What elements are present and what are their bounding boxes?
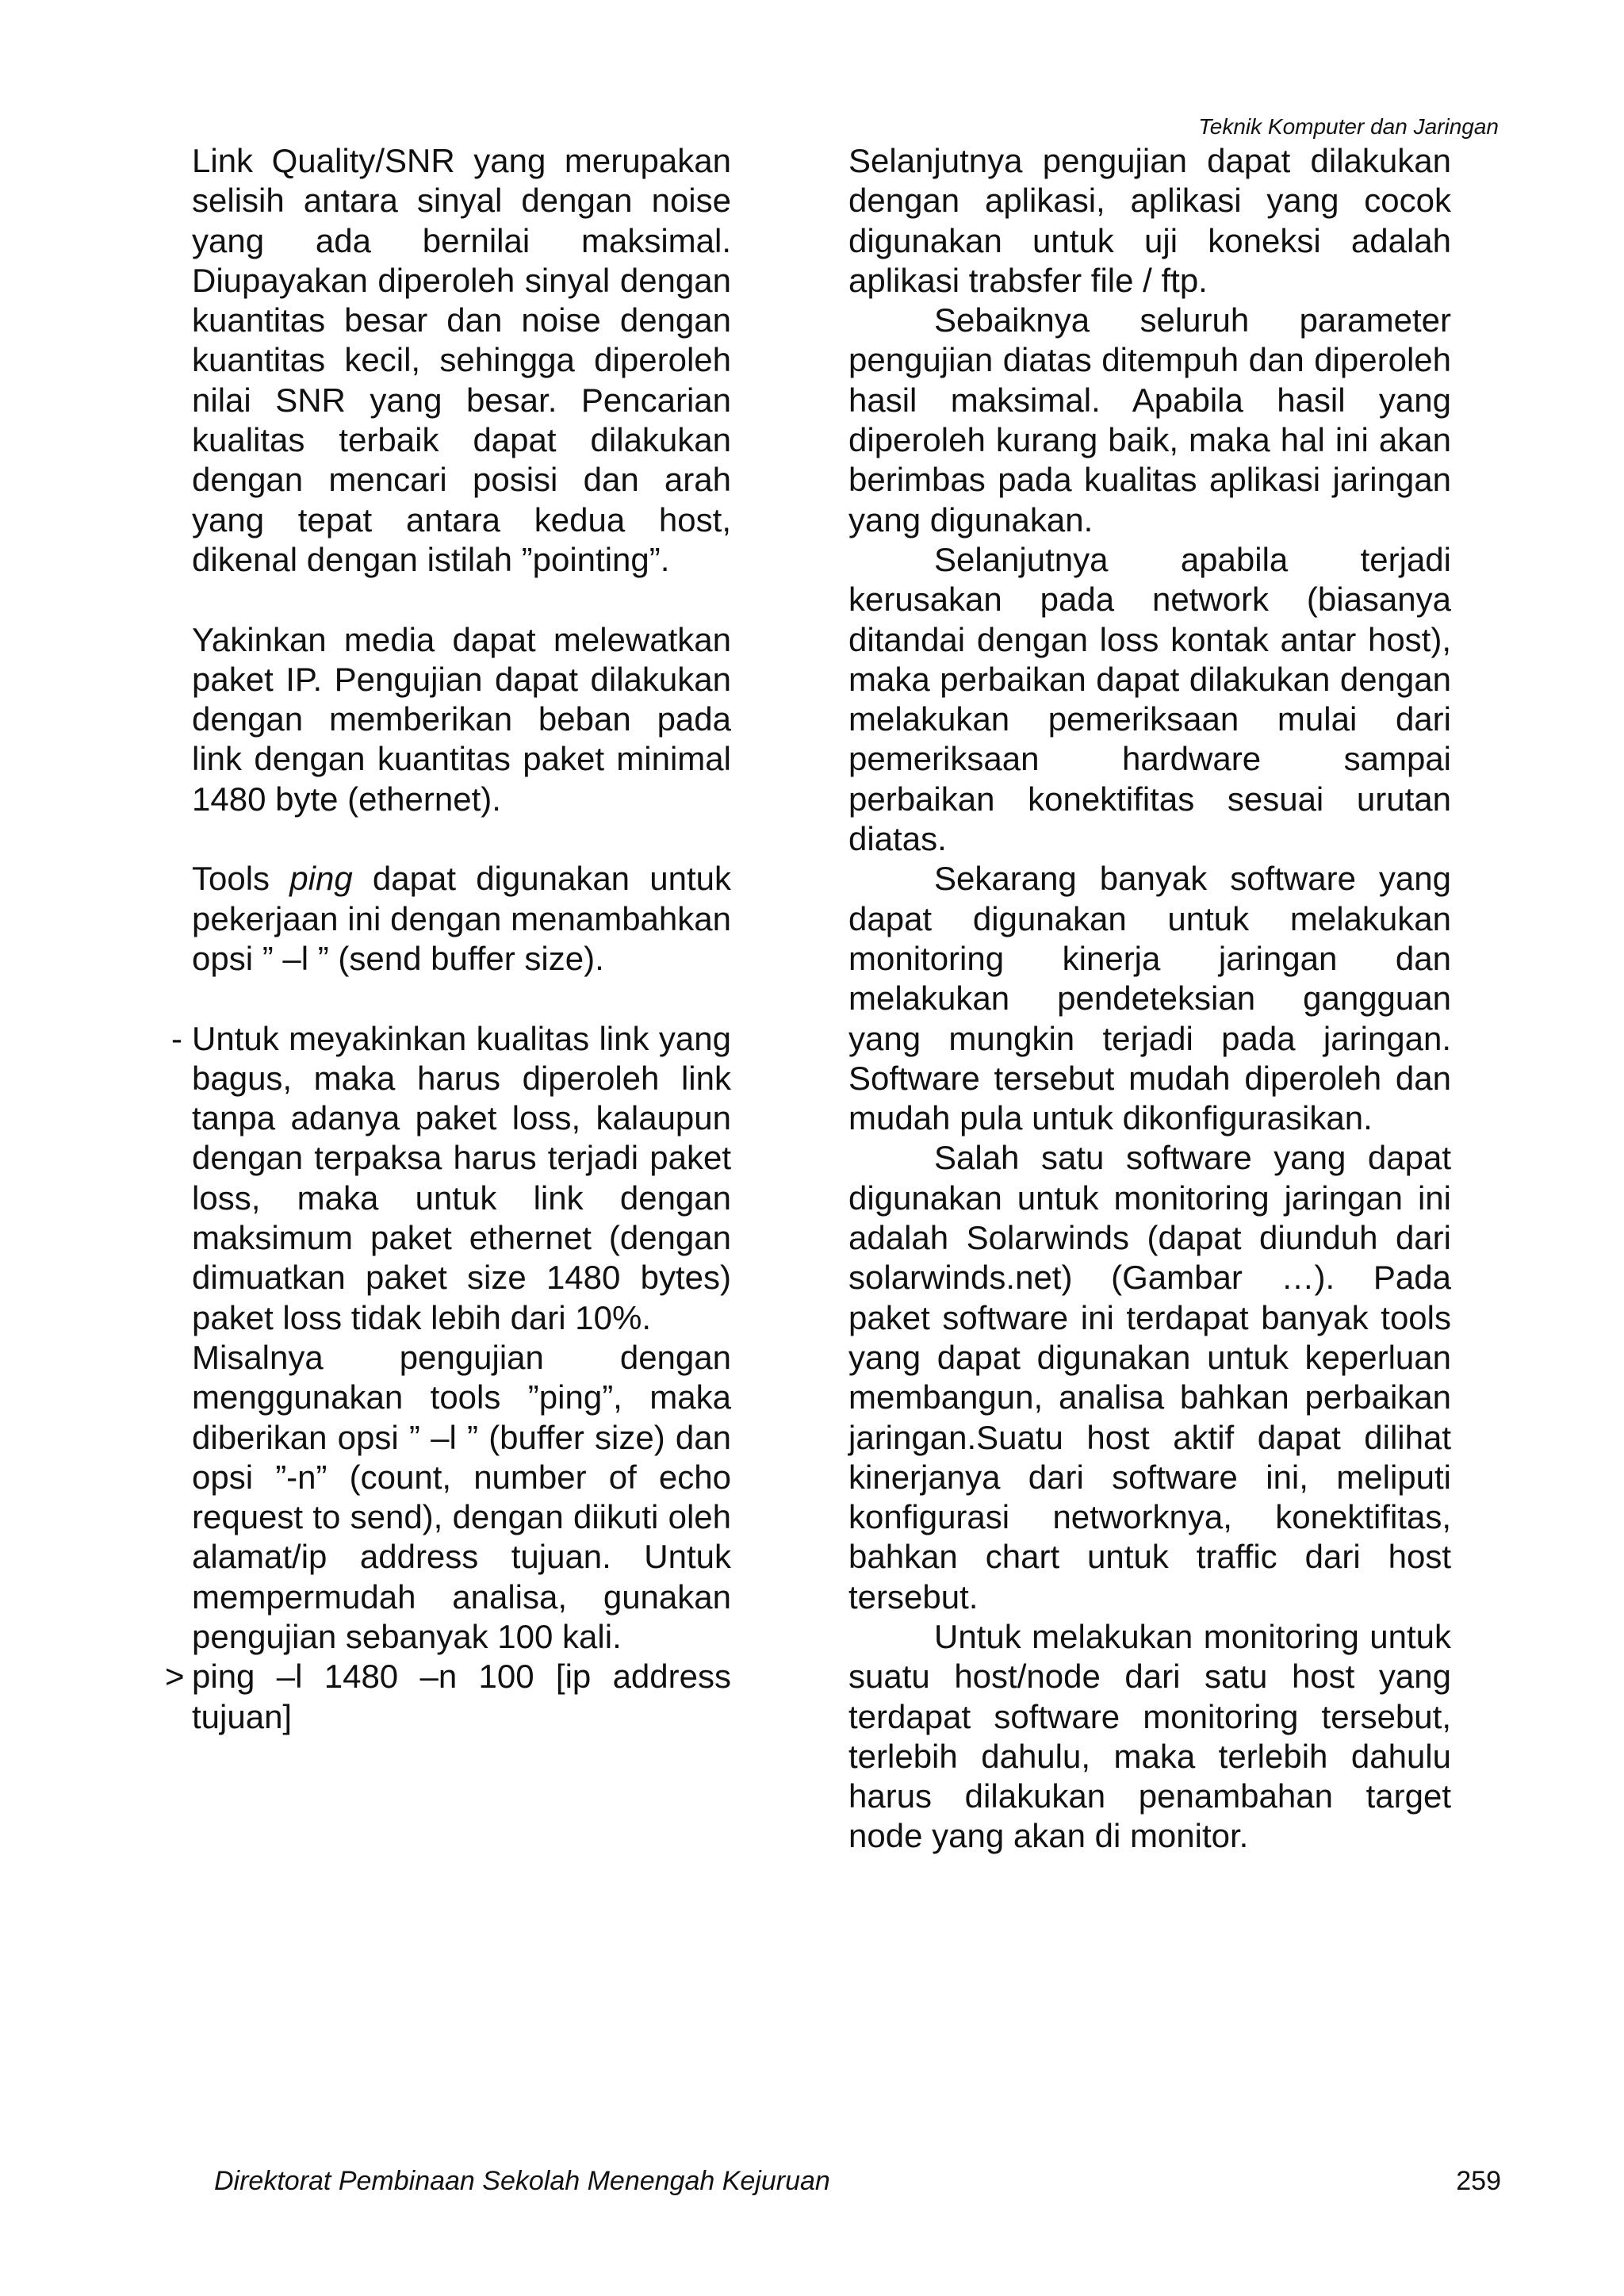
paragraph-monitoring-software: Sekarang banyak software yang dapat digunakan untuk melakukan monitoring kinerja jaringan dan melakukan pendeteksian gangguan yang mungkin terjadi pada jaringan. Software tersebut mudah diperoleh dan mudah pula untuk dikonfigurasikan.: [848, 860, 1451, 1137]
left-column: [165, 141, 731, 1737]
list-marker-dash: -: [171, 1019, 182, 1057]
ping-command-text: ping –l 1480 –n 100 [ip address tujuan]: [192, 1658, 731, 1735]
paragraph-repair: Selanjutnya apabila terjadi kerusakan pada network (biasanya ditandai dengan loss kontak antar host), maka perbaikan dapat dilakukan dengan melakukan pemeriksaan mulai dari pemeriksaan hardware sampai perbaikan konektifitas sesuai urutan diatas.: [848, 540, 1451, 858]
list-marker-prompt: >: [165, 1658, 185, 1696]
list-item-text-example: Misalnya pengujian dengan menggunakan tools ”ping”, maka diberikan opsi ” –l ” (buffer size) dan opsi ”-n” (count, number of echo request to send), dengan diikuti oleh alamat/ip address tujuan. Untuk mempermudah analisa, gunakan pengujian sebanyak 100 kali.: [192, 1338, 731, 1655]
right-column: [848, 141, 1451, 1857]
paragraph-solarwinds: Salah satu software yang dapat digunakan untuk monitoring jaringan ini adalah Solarwinds (dapat diunduh dari solarwinds.net) (Gambar …). Pada paket software ini terdapat banyak tools yang dapat digunakan untuk keperluan membangun, analisa bahkan perbaikan jaringan.Suatu host aktif dapat dilihat kinerjanya dari software ini, meliputi konfigurasi networknya, konektifitas, bahkan chart untuk traffic dari host tersebut.: [848, 1139, 1451, 1616]
paragraph-parameters: Sebaiknya seluruh parameter pengujian diatas ditempuh dan diperoleh hasil maksimal. Apabila hasil yang diperoleh kurang baik, maka hal ini akan berimbas pada kualitas aplikasi jaringan yang digunakan.: [848, 301, 1451, 539]
list-item-text-quality: Untuk meyakinkan kualitas link yang bagus, maka harus diperoleh link tanpa adanya paket loss, kalaupun dengan terpaksa harus terjadi paket loss, maka untuk link dengan maksimum paket ethernet (dengan dimuatkan paket size 1480 bytes) paket loss tidak lebih dari 10%.: [192, 1019, 731, 1336]
ping-rest-text: dapat digunakan untuk pekerjaan ini dengan menambahkan opsi ” –l ” (send buffer size).: [192, 860, 731, 977]
page-number: 259: [1456, 2166, 1501, 2196]
paragraph-ping-tool: [192, 859, 731, 979]
list-item-link-quality: [171, 1019, 731, 1658]
paragraph-snr: Link Quality/SNR yang merupakan selisih antara sinyal dengan noise yang ada bernilai maksimal. Diupayakan diperoleh sinyal dengan kuantitas besar dan noise dengan kuantitas kecil, sehingga diperoleh nilai SNR yang besar. Pencarian kualitas terbaik dapat dilakukan dengan mencari posisi dan arah yang tepat antara kedua host, dikenal dengan istilah ”pointing”.: [192, 142, 731, 578]
running-header: Teknik Komputer dan Jaringan: [1198, 114, 1499, 139]
ping-intro-text: Tools: [192, 860, 290, 898]
procedure-list: [165, 1019, 731, 1737]
list-item-ping-command: [165, 1657, 731, 1737]
paragraph-target-node: Untuk melakukan monitoring untuk suatu host/node dari satu host yang terdapat software monitoring tersebut, terlebih dahulu, maka terlebih dahulu harus dilakukan penambahan target node yang akan di monitor.: [848, 1617, 1451, 1855]
footer-publisher: Direktorat Pembinaan Sekolah Menengah Kejuruan: [214, 2166, 830, 2196]
paragraph-ip-test: Yakinkan media dapat melewatkan paket IP. Pengujian dapat dilakukan dengan memberikan beban pada link dengan kuantitas paket minimal 1480 byte (ethernet).: [192, 620, 731, 818]
paragraph-ftp-test: Selanjutnya pengujian dapat dilakukan dengan aplikasi, aplikasi yang cocok digunakan untuk uji koneksi adalah aplikasi trabsfer file / ftp.: [848, 142, 1451, 299]
ping-term: ping: [289, 860, 353, 898]
